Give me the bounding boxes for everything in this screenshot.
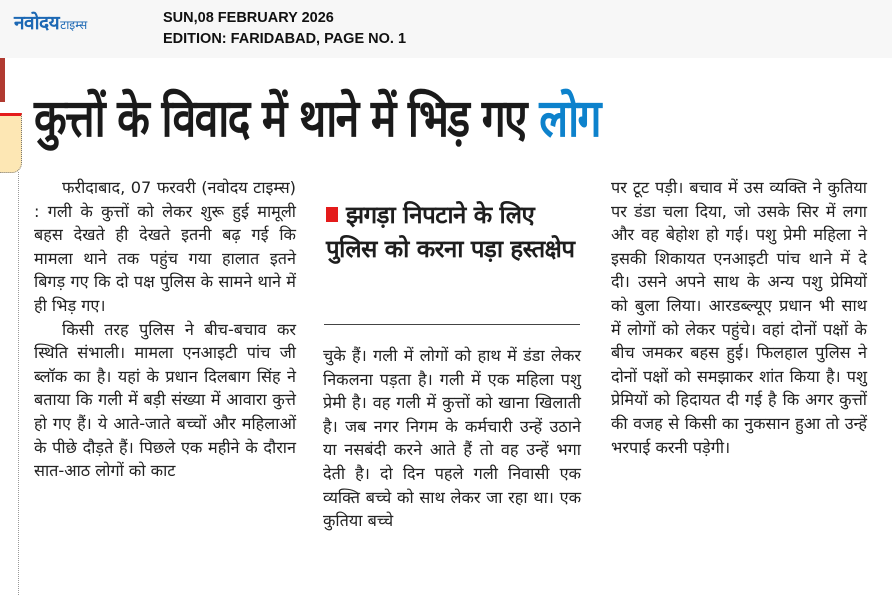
article-headline bbox=[34, 84, 600, 154]
date-line: SUN,08 FEBRUARY 2026 bbox=[163, 10, 334, 26]
logo-sub-text: टाइम्स bbox=[60, 18, 88, 32]
adjacent-article-box bbox=[0, 113, 22, 173]
newspaper-logo[interactable] bbox=[14, 9, 87, 35]
epaper-header-bar bbox=[0, 0, 892, 58]
headline-main: कुत्तों के विवाद में थाने में भिड़ गए bbox=[34, 89, 526, 149]
paragraph-2: किसी तरह पुलिस ने बीच-बचाव कर स्थिति संभाली। मामला एनआइटी पांच जी ब्लॉक का है। यहां के प्रधान दिलबाग सिंह ने बताया कि गली में बड़ी संख्या में आवारा कुत्ते हो गए हैं। ये आते-जाते बच्चों और महिलाओं के पीछे दौड़ते हैं। पिछले एक महीने के दौरान सात-आठ लोगों को काट bbox=[34, 319, 296, 481]
paragraph-1: फरीदाबाद, 07 फरवरी (नवोदय टाइम्स) : गली के कुत्तों को लेकर शुरू हुई मामूली बहस देखते ही देखते इतनी बढ़ गई कि मामला थाने तक पहुंच गया हालात इतने बिगड़ गए कि दो पक्ष पुलिस के सामने थाने में ही भिड़ गए। bbox=[34, 178, 296, 315]
headline-accent: लोग bbox=[539, 89, 600, 149]
subhead-text: झगड़ा निपटाने के लिए पुलिस को करना पड़ा हस्तक्षेप bbox=[326, 201, 575, 263]
edition-line: EDITION: FARIDABAD, PAGE NO. 1 bbox=[163, 31, 407, 47]
paragraph-4: पर टूट पड़ी। बचाव में उस व्यक्ति ने कुतिया पर डंडा चला दिया, जो उसके सिर में लगा और वह बेहोश हो गई। पशु प्रेमी महिला ने इसकी शिकायत एनआइटी पांच थाने में दे दी। उसने अपने साथ के अन्य पशु प्रेमियों को बुला लिया। आरडब्ल्यूए प्रधान भी साथ में लोगों को लेकर पहुंचे। वहां दोनों पक्षों के बीच जमकर बहस हुई। फिलहाल पुलिस ने दोनों पक्षों को समझाकर शांत किया है। पशु प्रेमियों को हिदायत दी गई है कि अगर कुत्तों की वजह से किसी का नुकसान हुआ तो उन्हें भरपाई करनी पड़ेगी। bbox=[611, 178, 867, 457]
article-column-3 bbox=[611, 176, 867, 459]
article-column-2 bbox=[323, 344, 581, 533]
article-subhead bbox=[326, 198, 584, 266]
column-divider-dotted bbox=[18, 172, 19, 595]
logo-main-text: नवोदय bbox=[14, 12, 60, 34]
red-square-bullet-icon bbox=[326, 207, 338, 222]
paragraph-3: चुके हैं। गली में लोगों को हाथ में डंडा लेकर निकलना पड़ता है। गली में एक महिला पशु प्रेमी है। वह गली में कुत्तों को खाना खिलाती है। जब नगर निगम के कर्मचारी उन्हें उठाने या नसबंदी करने आते हैं तो वह उन्हें भगा देती है। दो दिन पहले गली निवासी एक व्यक्ति बच्चे को साथ लेकर जा रहा था। एक कुतिया बच्चे bbox=[323, 346, 581, 531]
article-column-1 bbox=[34, 176, 296, 483]
adjacent-article-edge bbox=[0, 58, 5, 102]
edition-info bbox=[163, 8, 406, 50]
subhead-divider bbox=[324, 324, 580, 325]
